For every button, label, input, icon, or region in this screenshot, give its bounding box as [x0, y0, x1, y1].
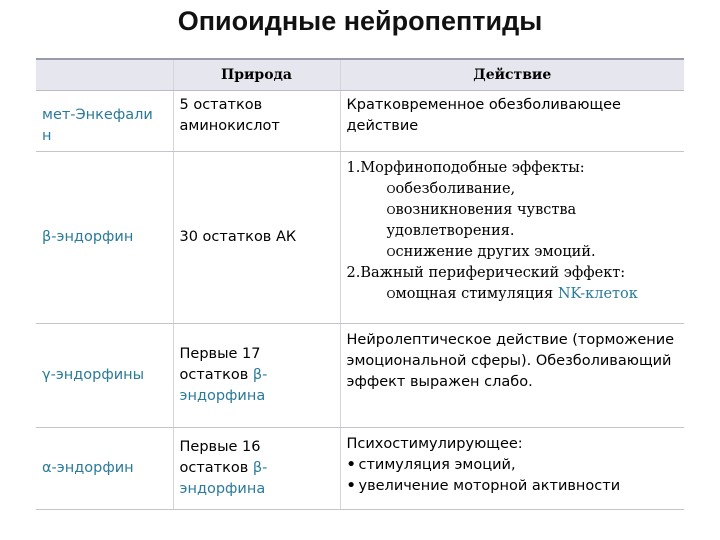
peptide-name-text: γ-эндорфины	[42, 367, 145, 383]
highlight-text: β-эндорфина	[179, 460, 268, 497]
o-circle-icon: O	[386, 204, 396, 217]
nature-line: 5 остатков	[179, 97, 263, 113]
peptide-name	[36, 324, 173, 428]
action-line: действие	[346, 118, 419, 134]
o-circle-icon: O	[386, 246, 396, 259]
table-row	[36, 428, 684, 510]
page-title: Опиоидные нейропептиды	[177, 6, 543, 36]
highlight-text: β-эндорфина	[179, 367, 268, 404]
nature-text: остатков	[179, 367, 253, 383]
action-head: Психостимулирующее:	[346, 436, 523, 452]
o-circle-icon: O	[386, 288, 396, 301]
nature-line: Первые 17	[179, 346, 261, 362]
peptide-nature	[173, 324, 340, 428]
peptide-name-text: α-эндорфин	[42, 460, 134, 476]
peptide-action	[340, 428, 684, 510]
list-item-text: стимуляция эмоций,	[358, 457, 516, 473]
list-item-text: обезболивание,	[395, 181, 516, 197]
action-line: Кратковременное обезболивающее	[346, 97, 621, 113]
list-item	[387, 284, 679, 305]
action-sublist-2	[347, 284, 679, 305]
list-item-text: снижение других эмоций.	[395, 244, 596, 260]
peptide-action	[340, 152, 684, 324]
list-item-text: возникновения чувства удовлетворения.	[386, 202, 577, 239]
dot-bullet-icon: •	[346, 457, 356, 473]
nature-line	[180, 458, 334, 500]
dot-bullet-icon: •	[346, 478, 356, 494]
list-item	[387, 200, 679, 242]
table-header-row	[36, 59, 684, 91]
peptide-name-text: мет-Энкефали н	[42, 107, 153, 144]
o-circle-icon: O	[386, 183, 396, 196]
list-item-text: увеличение моторной активности	[358, 478, 621, 494]
nature-text: 30 остатков АК	[179, 229, 297, 245]
table-row	[36, 91, 684, 152]
peptides-table	[36, 58, 684, 510]
peptide-nature	[173, 428, 340, 510]
peptide-name-text: β-эндорфин	[42, 229, 134, 245]
peptide-name	[36, 428, 173, 510]
action-point-2: 2.Важный периферический эффект:	[346, 265, 626, 281]
nature-line	[180, 365, 334, 407]
peptide-nature	[173, 152, 340, 324]
list-item	[347, 455, 679, 476]
action-text: Нейролептическое действие (торможение эмоциональной сферы). Обезболивающий эффект выражен слабо.	[346, 332, 675, 390]
table-row	[36, 152, 684, 324]
highlight-text: NK-клеток	[557, 286, 638, 302]
list-item-text: мощная стимуляция	[395, 286, 558, 302]
peptide-action	[340, 91, 684, 152]
nature-text: остатков	[179, 460, 253, 476]
header-nature: Природа	[173, 59, 340, 91]
header-action: Действие	[340, 59, 684, 91]
action-sublist-1	[347, 179, 679, 263]
peptide-name	[36, 91, 173, 152]
list-item	[387, 179, 679, 200]
nature-line: аминокислот	[179, 118, 280, 134]
table-row	[36, 324, 684, 428]
peptide-nature	[173, 91, 340, 152]
list-item	[387, 242, 679, 263]
action-point-1: 1.Морфиноподобные эффекты:	[346, 160, 585, 176]
peptide-action	[340, 324, 684, 428]
peptide-name	[36, 152, 173, 324]
nature-line: Первые 16	[179, 439, 261, 455]
header-empty	[36, 59, 173, 91]
list-item	[347, 476, 679, 497]
